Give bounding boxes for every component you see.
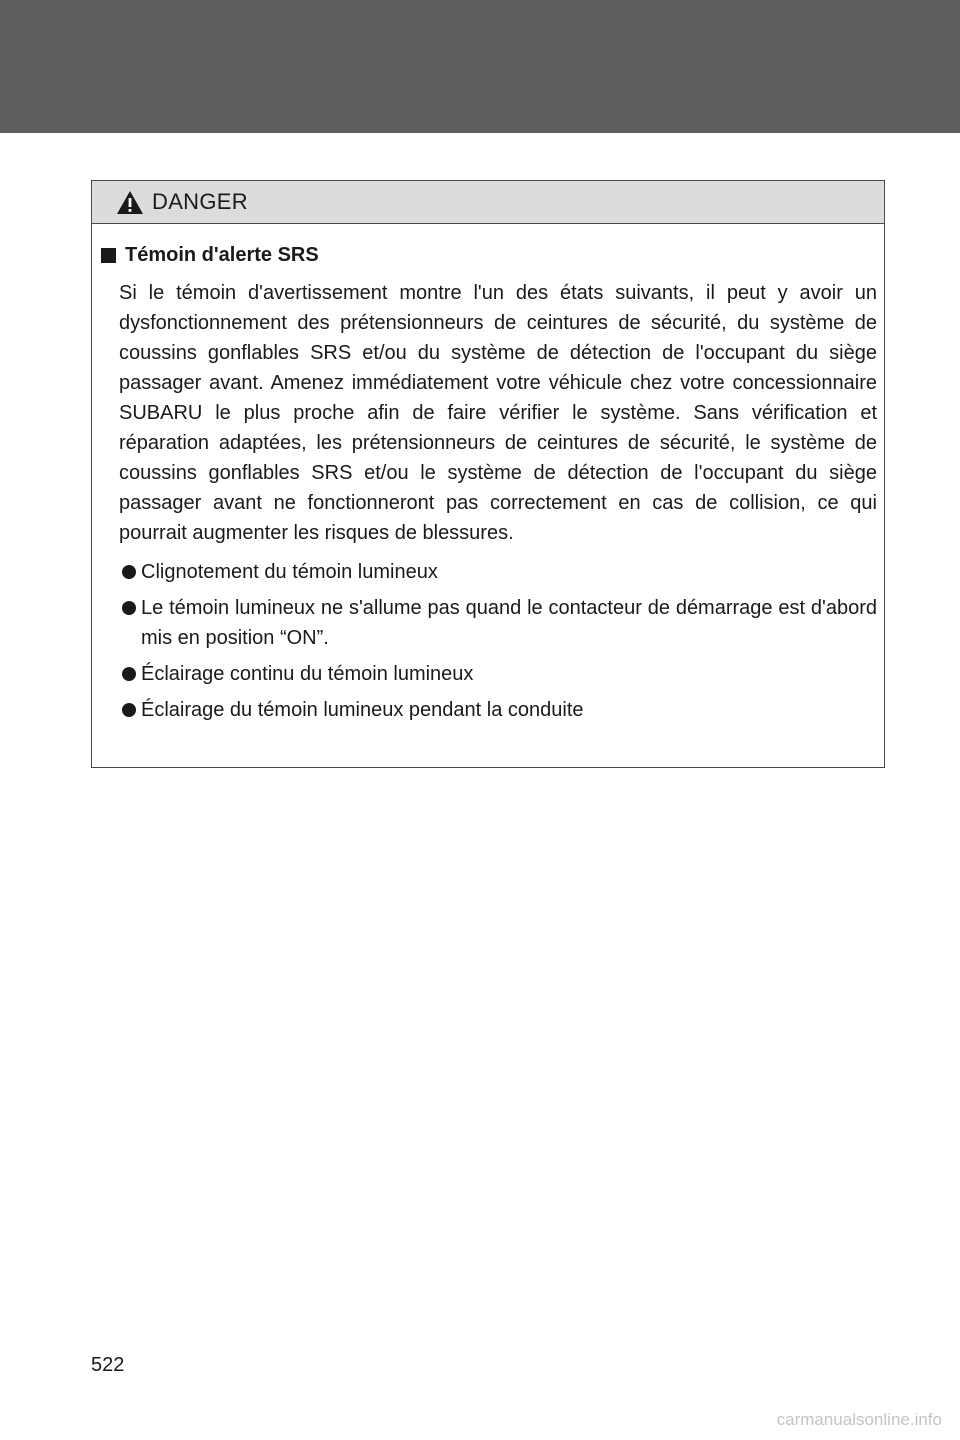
list-item	[122, 557, 877, 587]
watermark: carmanualsonline.info	[776, 1410, 942, 1429]
list-item-text: Le témoin lumineux ne s'allume pas quand le contacteur de démarrage est d'abord mis en position “ON”.	[141, 597, 877, 649]
bullet-dot-icon	[122, 565, 136, 579]
warning-paragraph: Si le témoin d'avertissement montre l'un des états suivants, il peut y avoir un dysfonctionnement des prétensionneurs de ceintures de sécurité, du système de coussins gonflables SRS et/ou du système de détection de l'occupant du siège passager avant. Amenez immédiatement votre véhicule chez votre concessionnaire SUBARU le plus proche afin de faire vérifier le système. Sans vérification et réparation adaptées, les prétensionneurs de ceintures de sécurité, le système de coussins gonflables SRS et/ou le système de détection de l'occupant du siège passager avant ne fonctionneront pas correctement en cas de collision, ce qui pourrait augmenter les risques de blessures.	[119, 282, 877, 544]
list-item	[122, 593, 877, 653]
page-number: 522	[91, 1354, 125, 1376]
header-band	[0, 0, 960, 133]
warning-triangle-icon	[116, 190, 144, 215]
list-item-text: Éclairage continu du témoin lumineux	[141, 663, 474, 685]
danger-body	[92, 224, 884, 725]
bullet-dot-icon	[122, 601, 136, 615]
condition-list	[101, 557, 877, 725]
bullet-dot-icon	[122, 703, 136, 717]
bullet-dot-icon	[122, 667, 136, 681]
list-item	[122, 659, 877, 689]
danger-title: DANGER	[152, 189, 248, 214]
list-item-text: Éclairage du témoin lumineux pendant la conduite	[141, 699, 584, 721]
list-item	[122, 695, 877, 725]
danger-header	[92, 181, 884, 224]
section-heading	[101, 242, 877, 268]
list-item-text: Clignotement du témoin lumineux	[141, 561, 438, 583]
section-heading-text: Témoin d'alerte SRS	[125, 243, 319, 266]
danger-box	[91, 180, 885, 768]
square-bullet-icon	[101, 248, 116, 263]
